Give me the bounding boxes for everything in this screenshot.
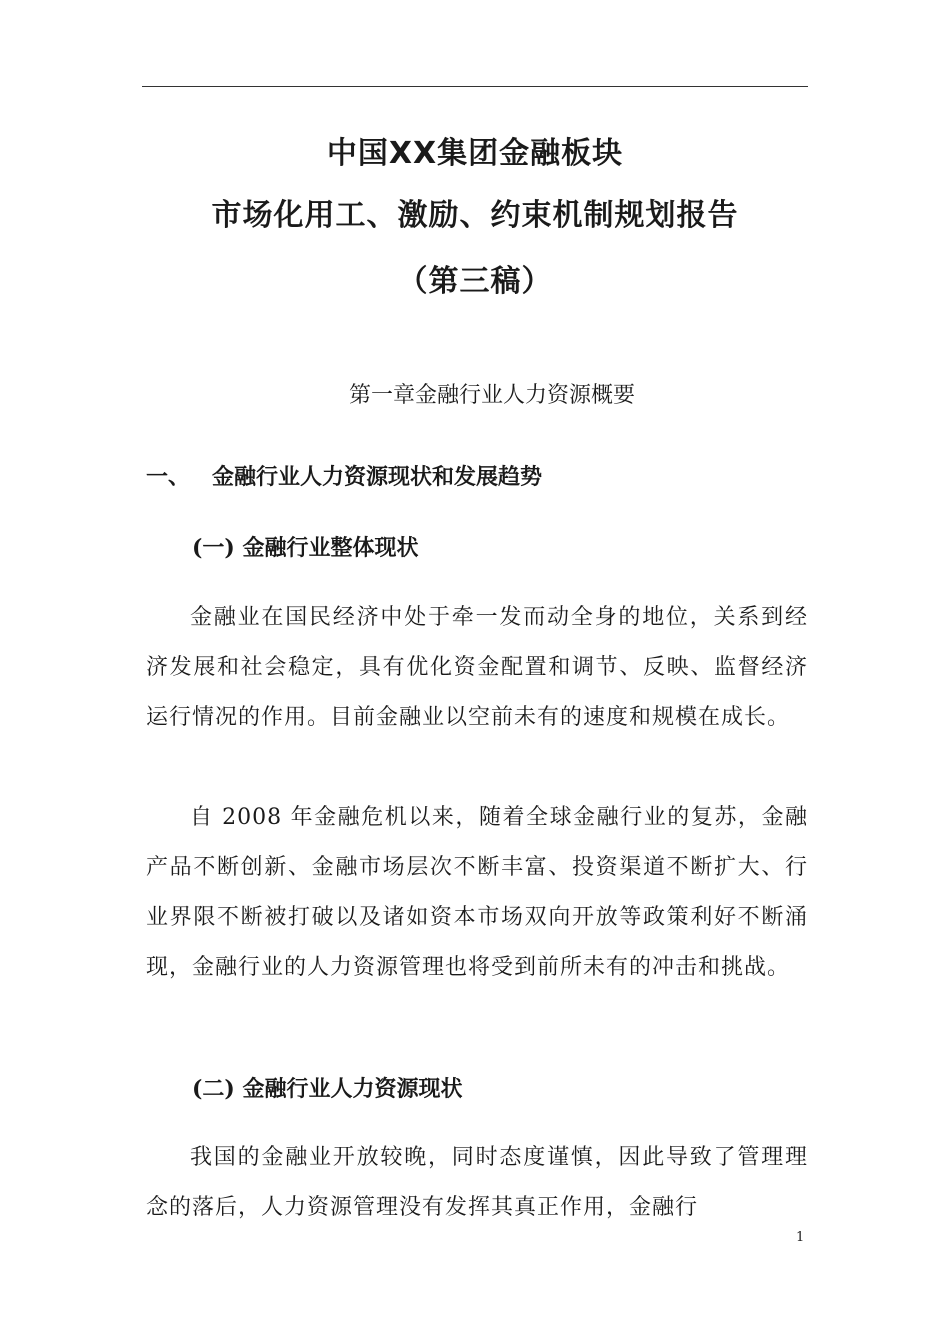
paragraph-3: 我国的金融业开放较晚，同时态度谨慎，因此导致了管理理念的落后，人力资源管理没有发挥其真正作用，金融行 (146, 1145, 808, 1220)
section-title: 金融行业人力资源现状和发展趋势 (212, 464, 543, 490)
subsection-heading-2: (二) 金融行业人力资源现状 (192, 1076, 463, 1102)
title-line-3: （第三稿） (397, 264, 553, 299)
title-line-1: 中国XX集团金融板块 (326, 136, 624, 171)
section-number: 一、 (146, 464, 191, 490)
title-line-2: 市场化用工、激励、约束机制规划报告 (211, 198, 739, 233)
page-number: 1 (796, 1230, 805, 1245)
header-rule (142, 86, 808, 87)
paragraph-2: 自 2008 年金融危机以来，随着全球金融行业的复苏，金融产品不断创新、金融市场层次不断丰富、投资渠道不断扩大、行业界限不断被打破以及诸如资本市场双向开放等政策利好不断涌现，金融行业的人力资源管理也将受到前所未有的冲击和挑战。 (146, 805, 808, 980)
chapter-title: 第一章金融行业人力资源概要 (348, 383, 635, 408)
section-heading-1 (146, 460, 542, 491)
subsection-heading-1: (一) 金融行业整体现状 (192, 535, 419, 561)
paragraph-1: 金融业在国民经济中处于牵一发而动全身的地位，关系到经济发展和社会稳定，具有优化资金配置和调节、反映、监督经济运行情况的作用。目前金融业以空前未有的速度和规模在成长。 (146, 605, 808, 730)
